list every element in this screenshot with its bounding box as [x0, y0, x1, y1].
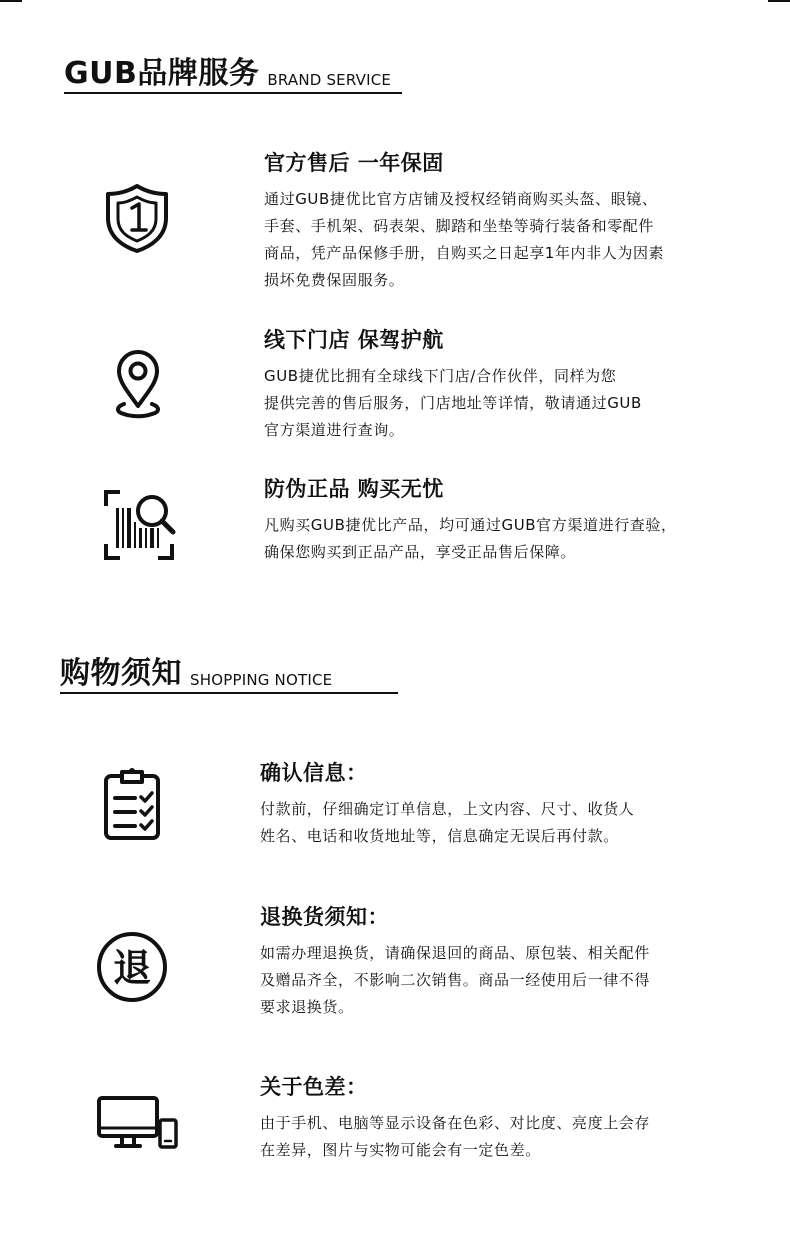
desc-line: GUB捷优比拥有全球线下门店/合作伙伴，同样为您 [264, 367, 617, 385]
desc-line: 付款前，仔细确定订单信息，上文内容、尺寸、收货人 [260, 800, 635, 818]
brand-service-title: GUB品牌服务 [64, 56, 260, 91]
item-description [264, 186, 744, 294]
item-description [260, 1110, 750, 1164]
item-description [264, 363, 744, 444]
top-right-line [768, 0, 790, 2]
desc-line: 确保您购买到正品产品，享受正品售后保障。 [264, 543, 577, 561]
shopping-notice-subtitle: SHOPPING NOTICE [190, 671, 333, 689]
item-title: 确认信息： [260, 761, 368, 785]
desc-line: 如需办理退换货，请确保退回的商品、原包装、相关配件 [260, 944, 651, 962]
barcode-scan-icon [102, 488, 176, 562]
item-title: 关于色差： [260, 1075, 368, 1099]
brand-service-item-authentic [264, 476, 754, 566]
return-glyph: 退 [112, 946, 152, 990]
item-title: 退换货须知： [260, 905, 389, 929]
desc-line: 提供完善的售后服务，门店地址等详情，敬请通过GUB [264, 394, 642, 412]
desc-line: 商品，凭产品保修手册，自购买之日起享1年内非人为因素 [264, 244, 665, 262]
item-description [260, 796, 750, 850]
top-left-line [0, 0, 22, 2]
brand-service-item-warranty [264, 150, 744, 294]
monitor-phone-icon [96, 1095, 180, 1151]
desc-line: 通过GUB捷优比官方店铺及授权经销商购买头盔、眼镜、 [264, 190, 658, 208]
desc-line: 要求退换货。 [260, 998, 354, 1016]
brand-service-subtitle: BRAND SERVICE [267, 71, 392, 89]
desc-line: 手套、手机架、码表架、脚踏和坐垫等骑行装备和零配件 [264, 217, 655, 235]
item-description [264, 512, 754, 566]
item-title: 线下门店 保驾护航 [264, 328, 444, 352]
desc-line: 及赠品齐全，不影响二次销售。商品一经使用后一律不得 [260, 971, 651, 989]
desc-line: 官方渠道进行查询。 [264, 421, 405, 439]
notice-item-returns [260, 904, 750, 1021]
shopping-notice-header [60, 658, 398, 694]
return-circle-icon [95, 930, 169, 1004]
item-description [260, 940, 750, 1021]
desc-line: 在差异，图片与实物可能会有一定色差。 [260, 1141, 541, 1159]
shield-one-icon [102, 182, 172, 254]
desc-line: 凡购买GUB捷优比产品，均可通过GUB官方渠道进行查验， [264, 516, 677, 534]
brand-service-item-stores [264, 327, 744, 444]
location-pin-icon [110, 346, 166, 420]
item-title: 防伪正品 购买无忧 [264, 477, 444, 501]
shopping-notice-title: 购物须知 [60, 656, 182, 691]
brand-service-header [64, 58, 402, 94]
item-title: 官方售后 一年保固 [264, 151, 444, 175]
desc-line: 损坏免费保固服务。 [264, 271, 405, 289]
notice-item-color [260, 1074, 750, 1164]
notice-item-confirm [260, 760, 750, 850]
clipboard-check-icon [100, 766, 164, 842]
desc-line: 姓名、电话和收货地址等，信息确定无误后再付款。 [260, 827, 619, 845]
desc-line: 由于手机、电脑等显示设备在色彩、对比度、亮度上会存 [260, 1114, 651, 1132]
